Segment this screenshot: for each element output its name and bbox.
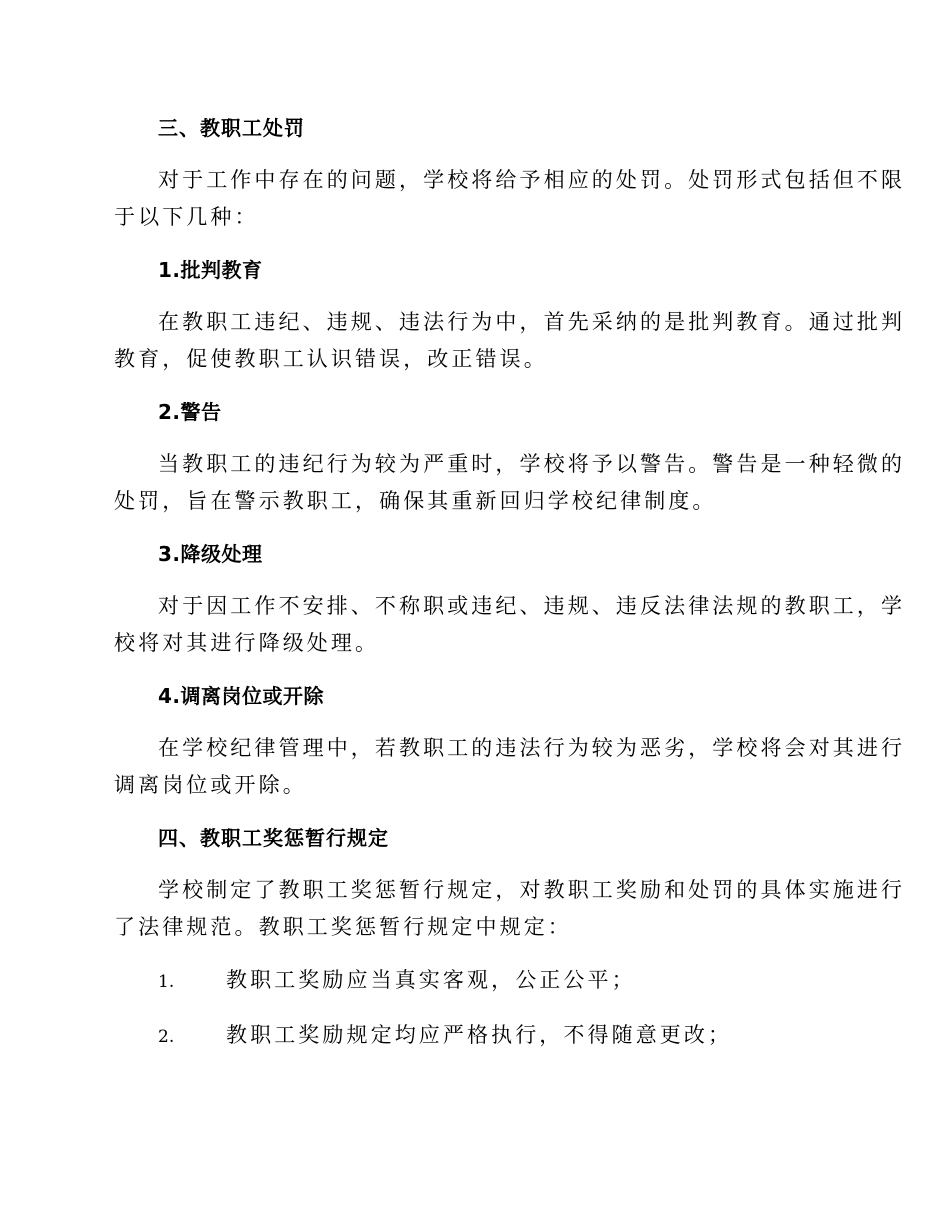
paragraph-line: 处罚，旨在警示教职工，确保其重新回归学校纪律制度。	[114, 489, 717, 513]
subsection-heading-warning: 2.警告	[158, 400, 222, 424]
paragraph-line: 在学校纪律管理中，若教职工的违法行为较为恶劣，学校将会对其进行	[158, 736, 906, 760]
paragraph-line: 于以下几种：	[114, 205, 259, 229]
list-item-number: 1.	[158, 972, 175, 992]
list-item-text: 教职工奖励应当真实客观，公正公平；	[226, 968, 636, 992]
paragraph-line: 教育，促使教职工认识错误，改正错误。	[114, 347, 548, 371]
list-item-number: 2.	[158, 1027, 175, 1047]
paragraph-line: 校将对其进行降级处理。	[114, 631, 380, 655]
section-heading-interim-rules: 四、教职工奖惩暂行规定	[158, 826, 389, 850]
paragraph-line: 在教职工违纪、违规、违法行为中，首先采纳的是批判教育。通过批判	[158, 310, 906, 334]
paragraph-line: 了法律规范。教职工奖惩暂行规定中规定：	[114, 915, 572, 939]
paragraph-line: 调离岗位或开除。	[114, 773, 307, 797]
paragraph-line: 对于因工作不安排、不称职或违纪、违规、违反法律法规的教职工，学	[158, 594, 906, 618]
paragraph-line: 对于工作中存在的问题，学校将给予相应的处罚。处罚形式包括但不限	[158, 168, 906, 192]
subsection-heading-transfer-dismissal: 4.调离岗位或开除	[158, 684, 325, 708]
subsection-heading-demotion: 3.降级处理	[158, 542, 263, 566]
subsection-heading-criticism-education: 1.批判教育	[158, 258, 263, 282]
list-item-text: 教职工奖励规定均应严格执行，不得随意更改；	[226, 1023, 733, 1047]
section-heading-penalties: 三、教职工处罚	[158, 116, 305, 140]
paragraph-line: 学校制定了教职工奖惩暂行规定，对教职工奖励和处罚的具体实施进行	[158, 878, 906, 902]
paragraph-line: 当教职工的违纪行为较为严重时，学校将予以警告。警告是一种轻微的	[158, 452, 906, 476]
